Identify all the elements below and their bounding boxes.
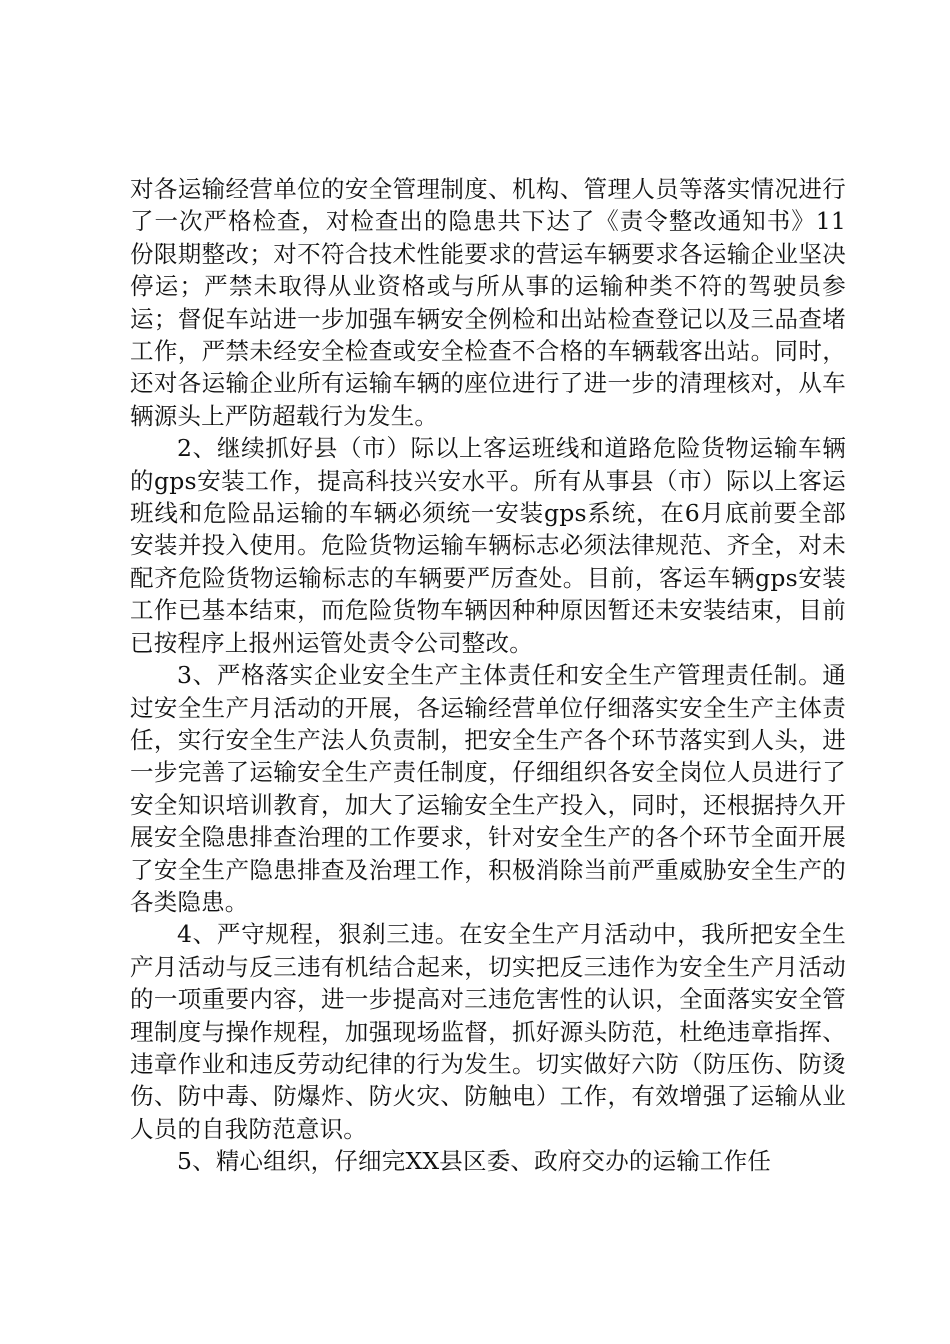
paragraph-item-3: 3、严格落实企业安全生产主体责任和安全生产管理责任制。通过安全生产月活动的开展，各运输经营单位仔细落实安全生产主体责任，实行安全生产法人负责制，把安全生产各个环节落实到人头，进一步完善了运输安全生产责任制度，仔细组织各安全岗位人员进行了安全知识培训教育，加大了运输安全生产投入，同时，还根据持久开展安全隐患排查治理的工作要求，针对安全生产的各个环节全面开展了安全生产隐患排查及治理工作，积极消除当前严重威胁安全生产的各类隐患。 — [130, 661, 846, 916]
paragraph-item-5: 5、精心组织，仔细完XX县区委、政府交办的运输工作任 — [177, 1147, 772, 1176]
document-body — [130, 173, 846, 1178]
paragraph-item-4: 4、严守规程，狠刹三违。在安全生产月活动中，我所把安全生产月活动与反三违有机结合起来，切实把反三违作为安全生产月活动的一项重要内容，进一步提高对三违危害性的认识，全面落实安全管理制度与操作规程，加强现场监督，抓好源头防范，杜绝违章指挥、违章作业和违反劳动纪律的行为发生。切实做好六防（防压伤、防烫伤、防中毒、防爆炸、防火灾、防触电）工作，有效增强了运输从业人员的自我防范意识。 — [130, 920, 846, 1143]
paragraph-item-2: 2、继续抓好县（市）际以上客运班线和道路危险货物运输车辆的gps安装工作，提高科技兴安水平。所有从事县（市）际以上客运班线和危险品运输的车辆必须统一安装gps系统，在6月底前要全部安装并投入使用。危险货物运输车辆标志必须法律规范、齐全，对未配齐危险货物运输标志的车辆要严厉查处。目前，客运车辆gps安装工作已基本结束，而危险货物车辆因种种原因暂还未安装结束，目前已按程序上报州运管处责令公司整改。 — [130, 434, 846, 657]
paragraph-continuation: 对各运输经营单位的安全管理制度、机构、管理人员等落实情况进行了一次严格检查，对检查出的隐患共下达了《责令整改通知书》11份限期整改；对不符合技术性能要求的营运车辆要求各运输企业坚决停运；严禁未取得从业资格或与所从事的运输种类不符的驾驶员参运；督促车站进一步加强车辆安全例检和出站检查登记以及三品查堵工作，严禁未经安全检查或安全检查不合格的车辆载客出站。同时，还对各运输企业所有运输车辆的座位进行了进一步的清理核对，从车辆源头上严防超载行为发生。 — [130, 175, 846, 430]
